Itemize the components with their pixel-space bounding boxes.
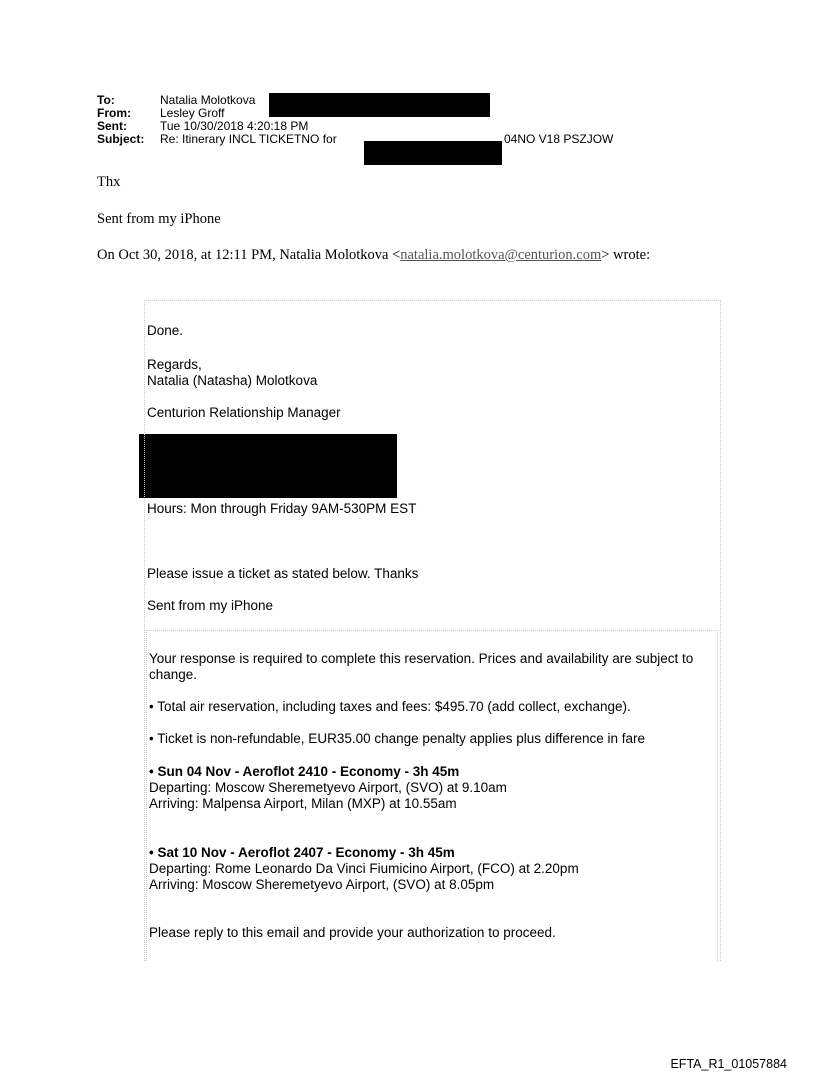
flight2-departing: Departing: Rome Leonardo Da Vinci Fiumicino Airport, (FCO) at 2.20pm (149, 861, 579, 876)
quoted-done: Done. (147, 323, 184, 338)
reply-thx: Thx (97, 174, 121, 190)
to-value: Natalia Molotkova (160, 93, 256, 107)
quoted-name: Natalia (Natasha) Molotkova (147, 373, 318, 388)
redaction-block (364, 141, 502, 165)
itinerary-closing: Please reply to this email and provide your authorization to proceed. (149, 925, 556, 940)
quoted-request: Please issue a ticket as stated below. Thanks (147, 566, 419, 581)
from-label: From: (97, 106, 131, 120)
quoted-title: Centurion Relationship Manager (147, 405, 341, 420)
flight1-arriving: Arriving: Malpensa Airport, Milan (MXP) at 10.55am (149, 796, 457, 811)
subject-row (97, 133, 337, 146)
bates-number: EFTA_R1_01057884 (670, 1057, 787, 1071)
itinerary-ticket-terms: • Ticket is non-refundable, EUR35.00 change penalty applies plus difference in fare (149, 731, 646, 746)
flight1-departing: Departing: Moscow Sheremetyevo Airport, (SVO) at 9.10am (149, 780, 507, 795)
flight1-title: • Sun 04 Nov - Aeroflot 2410 - Economy - 3h 45m (149, 764, 460, 779)
quoted-hours: Hours: Mon through Friday 9AM-530PM EST (147, 501, 417, 516)
subject-label: Subject: (97, 132, 145, 146)
quoted-iphone: Sent from my iPhone (147, 598, 274, 613)
sent-value: Tue 10/30/2018 4:20:18 PM (160, 119, 309, 133)
itinerary-intro: Your response is required to complete this reservation. Prices and availability are subject to change. (149, 651, 694, 682)
to-label: To: (97, 93, 115, 107)
flight2-arriving: Arriving: Moscow Sheremetyevo Airport, (SVO) at 8.05pm (149, 877, 495, 892)
quote-intro-start: On Oct 30, 2018, at 12:11 PM, Natalia Molotkova < (97, 247, 401, 263)
itinerary-total: • Total air reservation, including taxes and fees: $495.70 (add collect, exchange). (149, 699, 631, 714)
redaction-block (269, 93, 490, 117)
from-value: Lesley Groff (160, 106, 225, 120)
reply-signature: Sent from my iPhone (97, 211, 221, 227)
quote-intro-end: > wrote: (601, 247, 651, 263)
subject-value-end: 04NO V18 PSZJOW (504, 132, 614, 146)
quote-intro (97, 247, 650, 264)
flight2-title: • Sat 10 Nov - Aeroflot 2407 - Economy - 3h 45m (149, 845, 455, 860)
sender-email-link[interactable]: natalia.molotkova@centurion.com (400, 247, 602, 263)
sent-label: Sent: (97, 119, 127, 133)
quoted-regards: Regards, (147, 357, 202, 372)
subject-value-start: Re: Itinerary INCL TICKETNO for (160, 132, 337, 146)
